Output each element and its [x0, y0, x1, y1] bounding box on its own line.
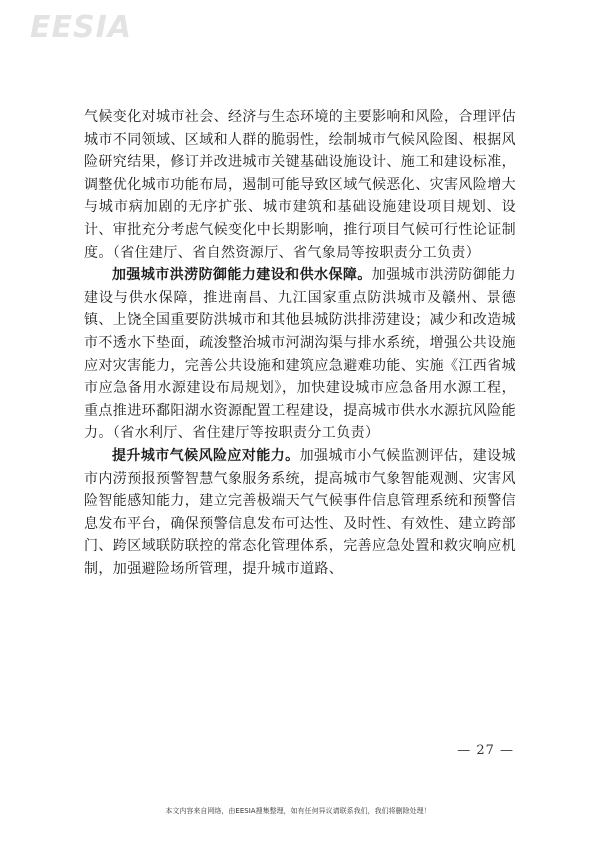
paragraph-text: 加强城市洪涝防御能力建设与供水保障，推进南昌、九江国家重点防洪城市及赣州、景德镇、上饶全国重要防洪城市和其他县城防洪排涝建设；减少和改造城市不透水下垫面，疏浚整治城市河湖沟渠与排水系统，增强公共设施应对灾害能力，完善公共设施和建筑应急避难功能、实施《江西省城市应急备用水源建设布局规划》，加快建设城市应急备用水源工程，重点推进环鄱阳湖水资源配置工程建设，提高城市供水水源抗风险能力。（省水利厅、省住建厅等按职责分工负责） [84, 267, 516, 442]
paragraph-text: 加强城市小气候监测评估，建设城市内涝预报预警智慧气象服务系统，提高城市气象智能观测、灾害风险智能感知能力，建立完善极端天气气候事件信息管理系统和预警信息发布平台，确保预警信息发布可达性、及时性、有效性、建立跨部门、跨区域联防联控的常态化管理体系，完善应急处置和救灾响应机制，加强避险场所管理，提升城市道路、 [84, 447, 517, 577]
paragraph-flood-defense [84, 264, 516, 445]
footer-disclaimer: 本文内容来自网络，由EESIA搜集整理，如有任何异议请联系我们，我们将删除处理！ [165, 807, 431, 815]
document-body [84, 106, 516, 580]
eesia-logo: EESIA [30, 10, 132, 45]
paragraph-climate-risk-response [84, 445, 516, 581]
paragraph-heading: 提升城市气候风险应对能力。 [112, 447, 300, 464]
paragraph-climate-risk-assessment [84, 106, 516, 264]
paragraph-heading: 加强城市洪涝防御能力建设和供水保障。 [112, 267, 372, 284]
page-number: — 27 — [457, 743, 514, 758]
paragraph-text: 气候变化对城市社会、经济与生态环境的主要影响和风险，合理评估城市不同领域、区域和人群的脆弱性，绘制城市气候风险图、根据风险研究结果，修订并改进城市关键基础设施设计、施工和建设标准，调整优化城市功能布局，遏制可能导致区域气候恶化、灾害风险增大与城市病加剧的无序扩张、城市建筑和基础设施建设项目规划、设计、审批充分考虑气候变化中长期影响，推行项目气候可行性论证制度。（省住建厅、省自然资源厅、省气象局等按职责分工负责） [84, 109, 516, 261]
